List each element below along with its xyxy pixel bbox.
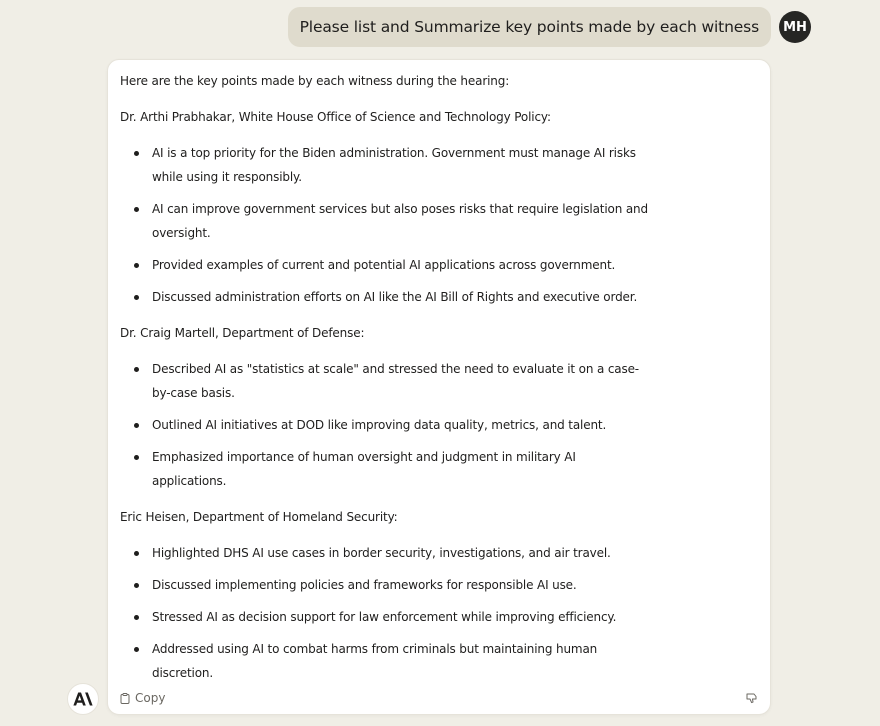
- assistant-response: [120, 69, 766, 697]
- point-line: AI is a top priority for the Biden administration. Government must manage AI risks: [152, 146, 636, 160]
- witness-heading: Dr. Arthi Prabhakar, White House Office of Science and Technology Policy:: [120, 110, 551, 124]
- bullet-dot: [134, 151, 139, 156]
- user-avatar[interactable]: [779, 11, 811, 43]
- point-line: Highlighted DHS AI use cases in border security, investigations, and air travel.: [152, 546, 611, 560]
- point-line: Stressed AI as decision support for law enforcement while improving efficiency.: [152, 610, 617, 624]
- bullet-dot: [134, 647, 139, 652]
- list-item: [120, 573, 766, 597]
- bullet-dot: [134, 615, 139, 620]
- user-message-bubble: [288, 7, 771, 47]
- copy-label: Copy: [135, 691, 166, 705]
- point-line: discretion.: [152, 666, 214, 680]
- point-line: oversight.: [152, 226, 211, 240]
- point-line: Emphasized importance of human oversight and judgment in military AI: [152, 450, 576, 464]
- bullet-dot: [134, 295, 139, 300]
- point-line: Outlined AI initiatives at DOD like improving data quality, metrics, and talent.: [152, 418, 607, 432]
- witness-heading: Eric Heisen, Department of Homeland Security:: [120, 510, 398, 524]
- list-item: [120, 445, 766, 493]
- point-line: Addressed using AI to combat harms from criminals but maintaining human: [152, 642, 598, 656]
- point-line: by-case basis.: [152, 386, 235, 400]
- list-item: [120, 253, 766, 277]
- point-line: Provided examples of current and potential AI applications across government.: [152, 258, 616, 272]
- bullet-dot: [134, 583, 139, 588]
- thumbs-down-icon: [746, 689, 758, 708]
- point-line: Discussed administration efforts on AI like the AI Bill of Rights and executive order.: [152, 290, 638, 304]
- bullet-dot: [134, 551, 139, 556]
- witness-points-list: [120, 141, 766, 309]
- bullet-dot: [134, 423, 139, 428]
- bullet-dot: [134, 263, 139, 268]
- list-item: [120, 413, 766, 437]
- user-avatar-initials: MH: [783, 19, 807, 35]
- point-line: AI can improve government services but also poses risks that require legislation and: [152, 202, 648, 216]
- witness-points-list: [120, 357, 766, 493]
- assistant-message-card: [107, 59, 771, 715]
- list-item: [120, 605, 766, 629]
- point-line: Described AI as "statistics at scale" and stressed the need to evaluate it on a case-: [152, 362, 639, 376]
- point-line: applications.: [152, 474, 227, 488]
- thumbs-down-button[interactable]: [744, 690, 760, 706]
- bullet-dot: [134, 207, 139, 212]
- list-item: [120, 637, 766, 685]
- copy-button[interactable]: [120, 690, 165, 706]
- point-line: while using it responsibly.: [152, 170, 302, 184]
- witness-heading: Dr. Craig Martell, Department of Defense:: [120, 326, 365, 340]
- clipboard-icon: [120, 693, 130, 704]
- point-line: Discussed implementing policies and frameworks for responsible AI use.: [152, 578, 577, 592]
- witness-points-list: [120, 541, 766, 685]
- anthropic-logo-icon: [67, 683, 99, 715]
- user-message-row: [0, 7, 880, 47]
- list-item: [120, 285, 766, 309]
- list-item: [120, 541, 766, 565]
- list-item: [120, 141, 766, 189]
- bullet-dot: [134, 367, 139, 372]
- list-item: [120, 197, 766, 245]
- response-intro: Here are the key points made by each witness during the hearing:: [120, 74, 510, 88]
- user-message-text: Please list and Summarize key points made by each witness: [299, 18, 759, 36]
- bullet-dot: [134, 455, 139, 460]
- list-item: [120, 357, 766, 405]
